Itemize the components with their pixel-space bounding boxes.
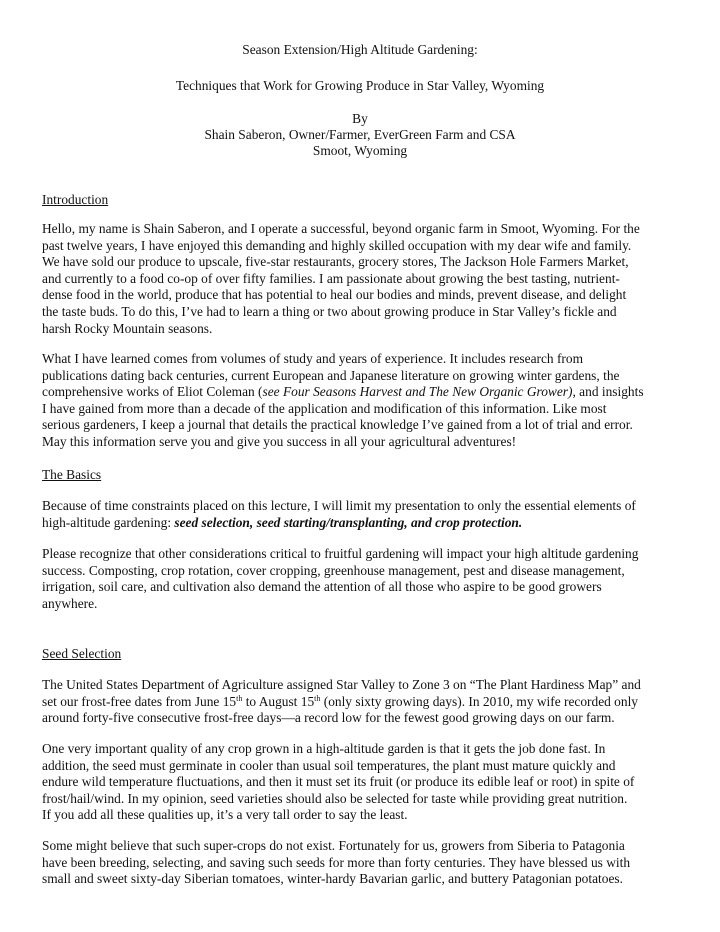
text-run: comprehensive works of Eliot Coleman ( [42, 384, 263, 400]
text-line [42, 384, 682, 401]
seed-paragraph-1 [42, 677, 682, 727]
text-run: set our frost-free dates from June 15 [42, 693, 237, 709]
text-line: Hello, my name is Shain Saberon, and I operate a successful, beyond organic farm in Smoot, Wyoming. For the [42, 221, 640, 236]
byline-author: Shain Saberon, Owner/Farmer, EverGreen Farm and CSA [204, 127, 516, 142]
text-line: What I have learned comes from volumes of study and years of experience. It includes research from [42, 351, 583, 366]
basics-paragraph-2 [42, 546, 682, 612]
seed-paragraph-3 [42, 838, 682, 888]
key-elements-emphasis: seed selection, seed starting/transplanting, and crop protection. [174, 514, 523, 530]
text-line: addition, the seed must germinate in cooler than usual soil temperatures, the plant must mature quickly and [42, 757, 616, 773]
text-line: If you add all these qualities up, it’s a very tall order to say the least. [42, 807, 408, 823]
text-line: We have sold our produce to upscale, five-star restaurants, grocery stores, The Jackson Hole Farmers Market, [42, 254, 629, 270]
book-citation: see Four Seasons Harvest and The New Organic Grower) [262, 384, 573, 400]
seed-paragraph-2 [42, 741, 682, 824]
text-run: , and insights [572, 384, 644, 400]
text-line: harsh Rocky Mountain seasons. [42, 320, 213, 336]
intro-paragraph-1 [42, 221, 682, 337]
text-line: I have gained from more than a decade of the application and modification of this information. Like most [42, 400, 607, 416]
text-line: the taste buds. To do this, I’ve had to learn a thing or two about growing produce in Star Valley’s fickle and [42, 303, 617, 319]
text-line: and currently to a food co-op of over fifty families. I am passionate about growing the best tasting, nutrient- [42, 270, 620, 286]
text-line: Because of time constraints placed on this lecture, I will limit my presentation to only the essential elements of [42, 498, 636, 513]
section-heading-basics: The Basics [42, 467, 102, 482]
ordinal-suffix: th [314, 693, 321, 703]
intro-paragraph-2 [42, 351, 682, 451]
text-run: (only sixty growing days). In 2010, my wife recorded only [320, 693, 638, 709]
byline-by: By [352, 111, 368, 126]
text-line: success. Composting, crop rotation, cover cropping, greenhouse management, pest and disease management, [42, 562, 625, 578]
text-line [42, 515, 682, 532]
document-subtitle: Techniques that Work for Growing Produce in Star Valley, Wyoming [175, 78, 545, 93]
section-heading-introduction: Introduction [42, 192, 109, 207]
text-line: anywhere. [42, 595, 98, 611]
text-line: past twelve years, I have enjoyed this demanding and highly skilled occupation with my dear wife and family. [42, 237, 632, 253]
text-line: Some might believe that such super-crops do not exist. Fortunately for us, growers from Siberia to Patagonia [42, 838, 625, 853]
byline-location: Smoot, Wyoming [312, 143, 408, 158]
section-heading-seed-selection: Seed Selection [42, 646, 122, 661]
text-line: publications dating back centuries, current European and Japanese literature on growing winter gardens, the [42, 367, 620, 383]
text-line: frost/hail/wind. In my opinion, seed varieties should also be selected for taste while providing great nutrition. [42, 790, 628, 806]
text-line: endure wild temperature fluctuations, and then it must set its fruit (or produce its edible leaf or root) in spite of [42, 774, 635, 790]
text-line: Please recognize that other considerations critical to fruitful gardening will impact your high altitude gardening [42, 546, 639, 561]
text-line: have been breeding, selecting, and saving such seeds for more than forty centuries. They have blessed us with [42, 854, 631, 870]
text-line: May this information serve you and give you success in all your agricultural adventures! [42, 433, 517, 449]
text-line: small and sweet sixty-day Siberian tomatoes, winter-hardy Bavarian garlic, and buttery Patagonian potatoes. [42, 871, 623, 887]
text-line: dense food in the world, produce that has potential to heal our bodies and minds, prevent disease, and delight [42, 287, 627, 303]
text-line: around forty-five consecutive frost-free days—a record low for the fewest good growing days on our farm. [42, 710, 615, 726]
text-line: serious gardeners, I keep a journal that details the practical knowledge I’ve gained from a lot of trial and error. [42, 417, 633, 433]
text-line: One very important quality of any crop grown in a high-altitude garden is that it gets the job done fast. In [42, 741, 606, 756]
document-title: Season Extension/High Altitude Gardening: [242, 42, 478, 57]
text-run: to August 15 [242, 693, 315, 709]
text-line: irrigation, soil care, and cultivation also demand the attention of all those who aspire to be good growers [42, 579, 602, 595]
text-line: The United States Department of Agriculture assigned Star Valley to Zone 3 on “The Plant Hardiness Map” and [42, 677, 641, 692]
text-run: high-altitude gardening: [42, 514, 175, 530]
ordinal-suffix: th [236, 693, 243, 703]
basics-paragraph-1 [42, 498, 682, 531]
text-line [42, 694, 682, 711]
